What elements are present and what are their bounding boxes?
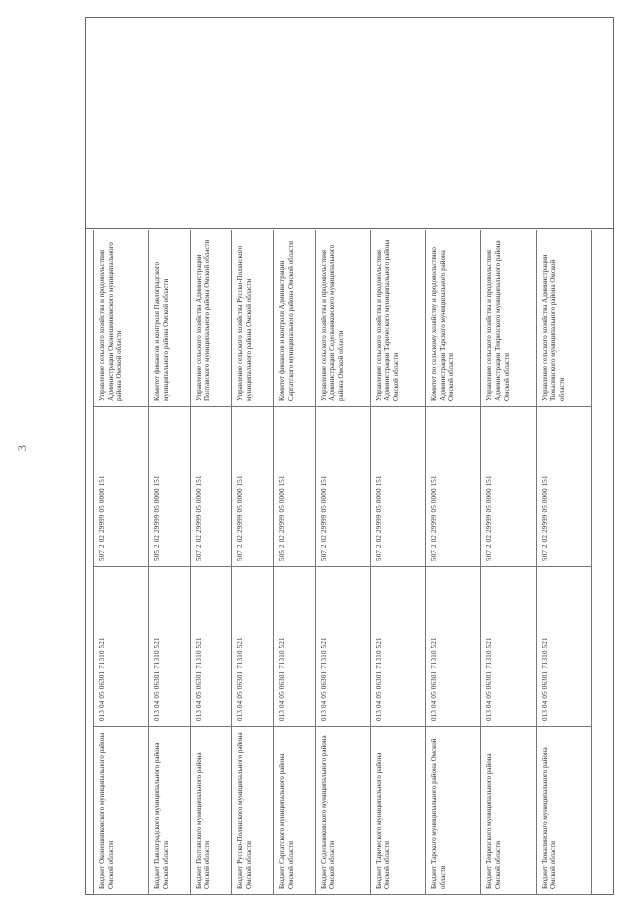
administrator-cell: Управление сельского хозяйства Администрации Тюкалинского муниципального района Омской области (536, 230, 591, 407)
table-row (481, 230, 536, 895)
expense-code-cell: 507 2 02 29999 05 0000 151 (315, 407, 370, 567)
income-code-cell: 013 04 05 06301 71310 521 (426, 567, 481, 727)
budget-cell: Бюджет Седельниковского муниципального района Омской области (315, 727, 370, 895)
table-region (93, 230, 592, 895)
budget-cell: Бюджет Тюкалинского муниципального района Омской области (536, 727, 591, 895)
income-code-cell: 013 04 05 06301 71310 521 (94, 567, 149, 727)
rotated-table (93, 230, 592, 895)
table-row (149, 230, 191, 895)
table-row (274, 230, 316, 895)
expense-code-cell: 505 2 02 29999 05 0000 151 (274, 407, 316, 567)
table-row (370, 230, 425, 895)
expense-code-cell: 505 2 02 29999 05 0000 151 (149, 407, 191, 567)
budget-cell: Бюджет Тарского муниципального района Омской области (426, 727, 481, 895)
administrator-cell: Управление сельского хозяйства Русско-Полянского муниципального района Омской области (232, 230, 274, 407)
data-table (93, 230, 592, 895)
income-code-cell: 013 04 05 06301 71310 521 (149, 567, 191, 727)
administrator-cell: Управление сельского хозяйства и продовольствия Администрации Тарического муниципального района Омской области (370, 230, 425, 407)
expense-code-cell: 507 2 02 29999 05 0000 151 (94, 407, 149, 567)
page-number: 3 (15, 445, 29, 451)
expense-code-cell: 507 2 02 29999 05 0000 151 (232, 407, 274, 567)
income-code-cell: 013 04 05 06301 71310 521 (232, 567, 274, 727)
budget-cell: Бюджет Тарического муниципального района Омской области (370, 727, 425, 895)
administrator-cell: Управление сельского хозяйства и продовольствия Администрации Седельниковского муниципального района Омской области (315, 230, 370, 407)
budget-cell: Бюджет Павлоградского муниципального района Омской области (149, 727, 191, 895)
income-code-cell: 013 04 05 06301 71310 521 (536, 567, 591, 727)
budget-cell: Бюджет Оконешниковского муниципального района Омской области (94, 727, 149, 895)
budget-cell: Бюджет Саргатского муниципального района Омской области (274, 727, 316, 895)
table-row (190, 230, 232, 895)
expense-code-cell: 507 2 02 29999 05 0000 151 (426, 407, 481, 567)
expense-code-cell: 507 2 02 29999 05 0000 151 (536, 407, 591, 567)
income-code-cell: 013 04 05 06301 71310 521 (481, 567, 536, 727)
income-code-cell: 013 04 05 06301 71310 521 (315, 567, 370, 727)
budget-cell: Бюджет Тевризского муниципального района Омской области (481, 727, 536, 895)
budget-cell: Бюджет Полтавского муниципального района Омской области (190, 727, 232, 895)
table-row (536, 230, 591, 895)
budget-cell: Бюджет Русско-Полянского муниципального района Омской области (232, 727, 274, 895)
administrator-cell: Управление сельского хозяйства и продовольствия Администрации Оконешниковского муниципального района Омской области (94, 230, 149, 407)
administrator-cell: Комитет финансов и контроля Павлоградского муниципального района Омской области (149, 230, 191, 407)
blank-column-area (85, 17, 614, 229)
administrator-cell: Комитет финансов и контроля Администрации Саргатского муниципального района Омской области (274, 230, 316, 407)
income-code-cell: 013 04 05 06301 71310 521 (274, 567, 316, 727)
administrator-cell: Управление сельского хозяйства и продовольствия Администрации Тевризского муниципального района Омской области (481, 230, 536, 407)
administrator-cell: Управление сельского хозяйства Администрации Полтавского муниципального района Омской области (190, 230, 232, 407)
expense-code-cell: 507 2 02 29999 05 0000 151 (370, 407, 425, 567)
table-row (232, 230, 274, 895)
table-row (426, 230, 481, 895)
expense-code-cell: 507 2 02 29999 05 0000 151 (190, 407, 232, 567)
table-row (315, 230, 370, 895)
administrator-cell: Комитет по сельскому хозяйству и продовольствию Администрации Тарского муниципального района Омской области (426, 230, 481, 407)
expense-code-cell: 507 2 02 29999 05 0000 151 (481, 407, 536, 567)
income-code-cell: 013 04 05 06301 71310 521 (190, 567, 232, 727)
income-code-cell: 013 04 05 06301 71310 521 (370, 567, 425, 727)
table-row (94, 230, 149, 895)
